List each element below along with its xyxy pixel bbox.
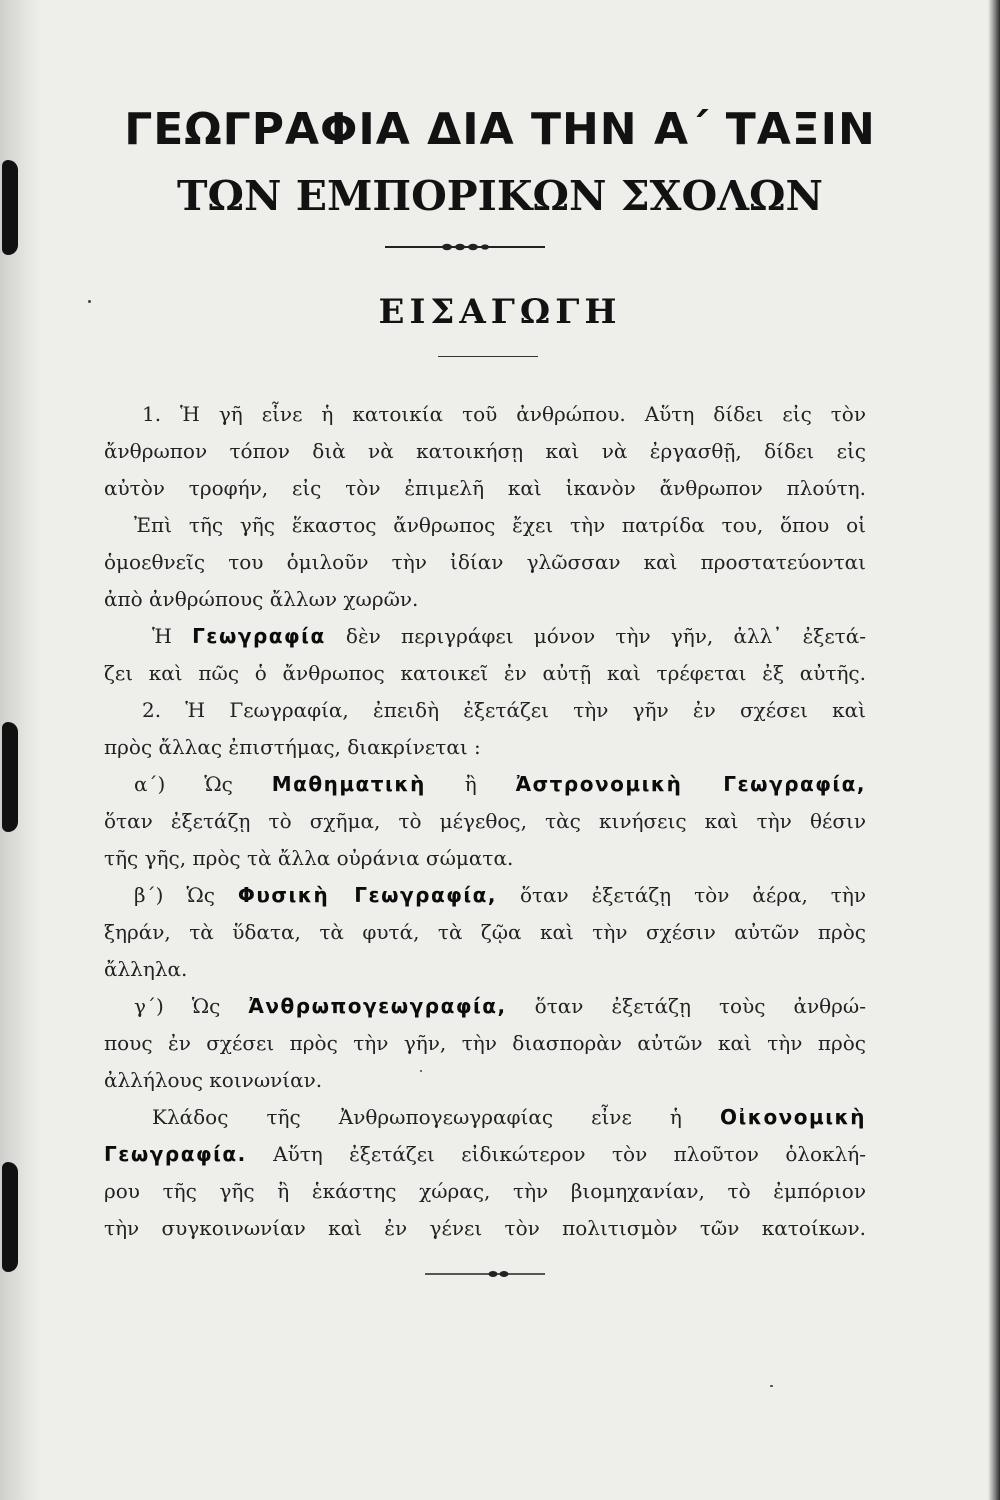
item-a-line-1 bbox=[104, 766, 866, 803]
paragraph-1-line-6: ἀπὸ ἀνθρώπους ἄλλων χωρῶν. bbox=[104, 587, 419, 611]
paragraph-4-lead: Κλάδος τῆς Ἀνθρωπογεωγραφίας εἶνε ἡ bbox=[152, 1105, 682, 1129]
term-fysiki-geografia: Φυσικὴ Γεωγραφία, bbox=[237, 883, 497, 907]
title-line-1: ΓΕΩΓΡΑΦΙΑ ΔΙΑ ΤΗΝ Α΄ ΤΑΞΙΝ bbox=[124, 104, 876, 155]
term-mathematiki: Μαθηματικὴ bbox=[271, 772, 426, 796]
section-heading: ΕΙΣΑΓΩΓΗ bbox=[378, 292, 622, 332]
item-b-rest: ὅταν ἐξετάζῃ τὸν ἀέρα, τὴν bbox=[519, 883, 866, 907]
paper-speck bbox=[420, 1070, 422, 1072]
paper-speck bbox=[770, 1385, 773, 1387]
item-c-line-3: ἀλλήλους κοινωνίαν. bbox=[104, 1068, 323, 1092]
paragraph-2-rest: δὲν περιγράφει μόνον τὴν γῆν, ἀλλ᾽ ἐξετά- bbox=[345, 624, 866, 648]
page-right-edge bbox=[988, 0, 1000, 1500]
paragraph-1-line-2: ἄνθρωπον τόπον διὰ νὰ κατοικήσῃ καὶ νὰ ἐργασθῇ, δίδει εἰς bbox=[104, 439, 866, 463]
binding-stitch-bottom bbox=[2, 1162, 18, 1272]
paragraph-1-line-3: αὐτὸν τροφήν, εἰς τὸν ἐπιμελῆ καὶ ἱκανὸν ἄνθρωπον πλούτη. bbox=[104, 476, 866, 500]
term-oikonomiki: Οἰκονομικὴ bbox=[719, 1105, 866, 1129]
item-b-line-1 bbox=[104, 877, 866, 914]
item-a-line-2: ὅταν ἐξετάζῃ τὸ σχῆμα, τὸ μέγεθος, τὰς κινήσεις καὶ τὴν θέσιν bbox=[104, 809, 866, 833]
item-c-line-1 bbox=[104, 988, 866, 1025]
paper-speck bbox=[88, 300, 91, 303]
item-a-line-3: τῆς γῆς, πρὸς τὰ ἄλλα οὐράνια σώματα. bbox=[104, 846, 514, 870]
paragraph-3-line-2: πρὸς ἄλλας ἐπιστήμας, διακρίνεται : bbox=[104, 735, 481, 759]
paragraph-1-line-1: 1. Ἡ γῆ εἶνε ἡ κατοικία τοῦ ἀνθρώπου. Αὕτη δίδει εἰς τὸν bbox=[142, 402, 866, 426]
binding-stitch-middle bbox=[2, 722, 18, 832]
item-c-rest: ὅταν ἐξετάζῃ τοὺς ἀνθρώ- bbox=[534, 994, 866, 1018]
term-astronomiki-geografia: Ἀστρονομικὴ Γεωγραφία, bbox=[515, 772, 866, 796]
paragraph-4-line-2 bbox=[104, 1136, 866, 1173]
item-a-or: ἢ bbox=[464, 772, 477, 796]
section-rule bbox=[438, 356, 538, 357]
paragraph-1-line-5: ὁμοεθνεῖς του ὁμιλοῦν τὴν ἰδίαν γλῶσσαν καὶ προστατεύονται bbox=[104, 550, 866, 574]
item-b-lead: β΄) Ὡς bbox=[134, 883, 215, 907]
term-geografia: Γεωγραφία bbox=[192, 624, 326, 648]
paragraph-4-line-1 bbox=[104, 1099, 866, 1136]
paragraph-4-line-4: τὴν συγκοινωνίαν καὶ ἐν γένει τὸν πολιτισμὸν τῶν κατοίκων. bbox=[104, 1216, 866, 1240]
end-ornament-rule bbox=[425, 1268, 545, 1280]
item-c-lead: γ΄) Ὡς bbox=[134, 994, 221, 1018]
paragraph-2-line-2: ζει καὶ πῶς ὁ ἄνθρωπος κατοικεῖ ἐν αὐτῇ καὶ τρέφεται ἐξ αὐτῆς. bbox=[104, 661, 866, 685]
title-ornament-rule bbox=[385, 241, 545, 253]
body-text bbox=[104, 396, 866, 1247]
item-b-line-3: ἄλληλα. bbox=[104, 957, 188, 981]
item-b-line-2: ξηράν, τὰ ὕδατα, τὰ φυτά, τὰ ζῷα καὶ τὴν σχέσιν αὐτῶν πρὸς bbox=[104, 920, 866, 944]
paragraph-3-line-1: 2. Ἡ Γεωγραφία, ἐπειδὴ ἐξετάζει τὴν γῆν ἐν σχέσει καὶ bbox=[142, 698, 866, 722]
term-anthropogeografia: Ἀνθρωπογεωγραφία, bbox=[248, 994, 507, 1018]
item-c-line-2: πους ἐν σχέσει πρὸς τὴν γῆν, τὴν διασπορὰν αὐτῶν καὶ τὴν πρὸς bbox=[104, 1031, 866, 1055]
item-a-lead: α΄) Ὡς bbox=[134, 772, 233, 796]
paragraph-4-rest: Αὕτη ἐξετάζει εἰδικώτερον τὸν πλοῦτον ὁλοκλή- bbox=[273, 1142, 866, 1166]
paragraph-1-line-4: Ἐπὶ τῆς γῆς ἕκαστος ἄνθρωπος ἔχει τὴν πατρίδα του, ὅπου οἱ bbox=[134, 513, 866, 537]
paragraph-4-line-3: ρου τῆς γῆς ἢ ἑκάστης χώρας, τὴν βιομηχανίαν, τὸ ἐμπόριον bbox=[104, 1179, 866, 1203]
title-line-2: ΤΩΝ ΕΜΠΟΡΙΚΩΝ ΣΧΟΛΩΝ bbox=[176, 172, 823, 220]
term-geografia-2: Γεωγραφία. bbox=[104, 1142, 247, 1166]
paragraph-2-lead: Ἡ bbox=[152, 624, 172, 648]
paragraph-2-line-1 bbox=[104, 618, 866, 655]
